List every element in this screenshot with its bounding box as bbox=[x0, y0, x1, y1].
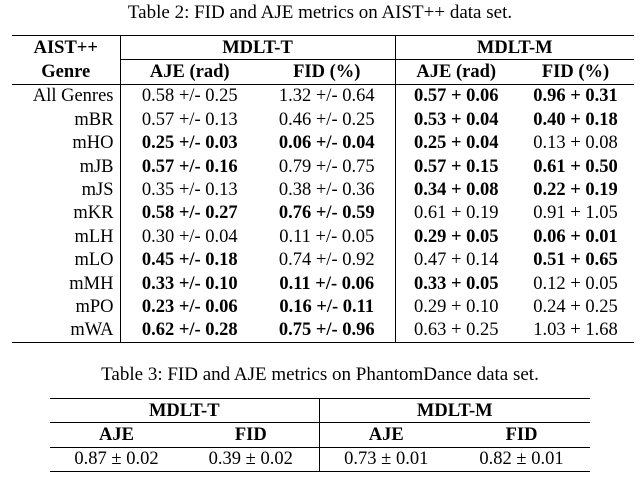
cell-aje-t: 0.25 +/- 0.03 bbox=[141, 133, 238, 154]
cell-aje-m: 0.57 + 0.06 bbox=[395, 84, 517, 108]
genre-cell: mLH bbox=[12, 225, 120, 248]
cell-aje-m: 0.29 + 0.10 bbox=[414, 296, 499, 317]
cell-aje-t: 0.23 +/- 0.06 bbox=[141, 296, 238, 317]
genre-cell: mHO bbox=[12, 132, 120, 155]
genre-header-line2: Genre bbox=[12, 60, 120, 84]
genre-cell: mKR bbox=[12, 202, 120, 225]
subheader-fid-t: FID bbox=[183, 423, 319, 447]
cell-fid-t: 0.16 +/- 0.11 bbox=[259, 295, 395, 318]
subheader-aje-t: AJE bbox=[99, 425, 134, 446]
cell-fid-m: 0.51 + 0.65 bbox=[533, 250, 618, 271]
group-header-mdlt-m: MDLT-M bbox=[319, 399, 590, 423]
value-aje-m: 0.73 ± 0.01 bbox=[319, 447, 453, 471]
table2-caption: Table 2: FID and AJE metrics on AIST++ data set. bbox=[127, 2, 513, 23]
cell-aje-m: 0.53 + 0.04 bbox=[413, 109, 499, 130]
table-row bbox=[12, 319, 634, 343]
table-row bbox=[12, 108, 634, 131]
cell-fid-t: 0.11 +/- 0.05 bbox=[259, 225, 395, 248]
cell-aje-t: 0.58 +/- 0.25 bbox=[120, 84, 259, 108]
cell-aje-m: 0.29 + 0.05 bbox=[413, 226, 499, 247]
cell-aje-t: 0.58 +/- 0.27 bbox=[141, 203, 238, 224]
value-fid-m: 0.82 ± 0.01 bbox=[453, 447, 590, 471]
cell-fid-m: 0.40 + 0.18 bbox=[533, 109, 618, 130]
cell-fid-t: 0.74 +/- 0.92 bbox=[259, 249, 395, 272]
genre-cell: mLO bbox=[12, 249, 120, 272]
table-row bbox=[12, 202, 634, 225]
cell-aje-m: 0.61 + 0.19 bbox=[414, 203, 499, 224]
cell-aje-t: 0.33 +/- 0.10 bbox=[141, 273, 238, 294]
subheader-aje-t: AJE (rad) bbox=[149, 62, 230, 83]
table-row bbox=[12, 155, 634, 178]
cell-fid-t: 0.06 +/- 0.04 bbox=[259, 132, 395, 155]
cell-aje-m: 0.57 + 0.15 bbox=[413, 156, 499, 177]
cell-aje-t: 0.62 +/- 0.28 bbox=[120, 319, 259, 343]
cell-aje-m: 0.25 + 0.04 bbox=[413, 133, 499, 154]
table-row bbox=[12, 132, 634, 155]
cell-fid-t: 0.76 +/- 0.59 bbox=[259, 202, 395, 225]
cell-fid-m: 0.22 + 0.19 bbox=[533, 180, 618, 201]
value-aje-t: 0.87 ± 0.02 bbox=[50, 447, 183, 471]
genre-cell: mPO bbox=[12, 295, 120, 318]
cell-fid-t: 0.46 +/- 0.25 bbox=[259, 108, 395, 131]
cell-fid-m: 0.24 + 0.25 bbox=[533, 296, 618, 317]
cell-fid-t: 0.38 +/- 0.36 bbox=[259, 178, 395, 201]
genre-cell: mJS bbox=[12, 178, 120, 201]
cell-aje-t: 0.35 +/- 0.13 bbox=[141, 180, 238, 201]
subheader-fid-m: FID bbox=[505, 425, 538, 446]
genre-cell: mJB bbox=[12, 155, 120, 178]
aist-metrics-table bbox=[12, 35, 634, 343]
table-row bbox=[12, 272, 634, 295]
genre-cell: All Genres bbox=[12, 84, 120, 108]
table-row bbox=[12, 249, 634, 272]
table-row bbox=[12, 295, 634, 318]
cell-fid-t: 1.32 +/- 0.64 bbox=[259, 84, 395, 108]
cell-fid-m: 0.96 + 0.31 bbox=[517, 84, 634, 108]
cell-fid-m: 0.13 + 0.08 bbox=[533, 133, 618, 154]
group-header-mdlt-t: MDLT-T bbox=[50, 399, 319, 423]
cell-aje-t: 0.45 +/- 0.18 bbox=[141, 250, 238, 271]
cell-aje-m: 0.33 + 0.05 bbox=[413, 273, 499, 294]
table-row bbox=[12, 84, 634, 108]
value-fid-t: 0.39 ± 0.02 bbox=[183, 447, 319, 471]
subheader-aje-m: AJE bbox=[368, 425, 404, 446]
table-row bbox=[12, 225, 634, 248]
cell-fid-t: 0.79 +/- 0.75 bbox=[259, 155, 395, 178]
cell-aje-m: 0.63 + 0.25 bbox=[395, 319, 517, 343]
table-row bbox=[12, 178, 634, 201]
cell-fid-m: 0.12 + 0.05 bbox=[533, 273, 618, 294]
table3-caption: Table 3: FID and AJE metrics on PhantomDance data set. bbox=[101, 364, 539, 385]
cell-aje-t: 0.57 +/- 0.13 bbox=[141, 109, 238, 130]
cell-fid-m: 0.06 + 0.01 bbox=[533, 226, 618, 247]
cell-fid-m: 1.03 + 1.68 bbox=[517, 319, 634, 343]
cell-fid-m: 0.91 + 1.05 bbox=[533, 203, 618, 224]
cell-aje-t: 0.57 +/- 0.16 bbox=[141, 156, 238, 177]
cell-fid-m: 0.61 + 0.50 bbox=[533, 156, 618, 177]
genre-cell: mBR bbox=[12, 108, 120, 131]
genre-header-line1: AIST++ bbox=[12, 36, 120, 60]
phantomdance-metrics-table bbox=[50, 398, 590, 472]
cell-aje-m: 0.47 + 0.14 bbox=[414, 250, 499, 271]
cell-fid-t: 0.11 +/- 0.06 bbox=[259, 272, 395, 295]
genre-cell: mWA bbox=[12, 319, 120, 343]
genre-cell: mMH bbox=[12, 272, 120, 295]
cell-fid-t: 0.75 +/- 0.96 bbox=[259, 319, 395, 343]
subheader-fid-m: FID (%) bbox=[541, 62, 610, 83]
subheader-aje-m: AJE (rad) bbox=[416, 62, 497, 83]
cell-aje-t: 0.30 +/- 0.04 bbox=[141, 226, 238, 247]
group-header-mdlt-m: MDLT-M bbox=[395, 36, 634, 60]
cell-aje-m: 0.34 + 0.08 bbox=[413, 180, 499, 201]
group-header-mdlt-t: MDLT-T bbox=[120, 36, 395, 60]
subheader-fid-t: FID (%) bbox=[259, 60, 395, 84]
